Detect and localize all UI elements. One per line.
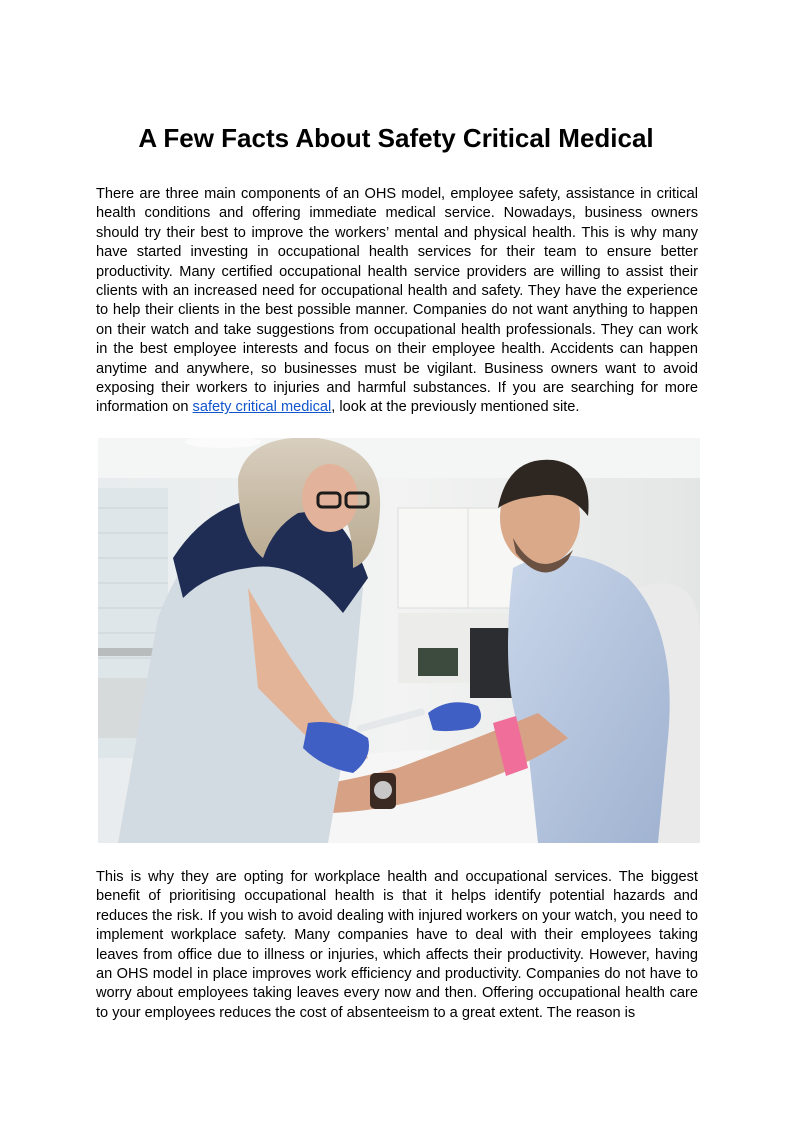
page-title: A Few Facts About Safety Critical Medical	[138, 123, 654, 153]
medical-photo	[98, 438, 700, 843]
paragraph-intro-text: There are three main components of an OHS model, employee safety, assistance in critical health conditions and offering immediate medical service. Nowadays, business owners should try their best to improve the workers’ mental and physical health. This is why many have started investing in occupational health services for their team to ensure better productivity. Many certified occupational health service providers are willing to assist their clients with an increased need for occupational health and safety. They have the experience to help their clients in the best possible manner. Companies do not want anything to happen on their watch and take suggestions from occupational health professionals. They can work in the best employee interests and focus on their employee health. Accidents can happen anytime and anywhere, so businesses must be vigilant. Business owners want to avoid exposing their workers to injuries and harmful substances. If you are searching for more information on	[96, 186, 698, 416]
paragraph-intro-tail: , look at the previously mentioned site.	[331, 399, 580, 416]
safety-critical-medical-link[interactable]: safety critical medical	[192, 399, 332, 416]
paragraph-intro	[96, 185, 698, 418]
paragraph-benefits: This is why they are opting for workplace health and occupational services. The biggest benefit of prioritising occupational health is that it helps identify potential hazards and reduces the risk. If you wish to avoid dealing with injured workers on your watch, you need to implement workplace safety. Many companies have to deal with their employees taking leaves from office due to illness or injuries, which affects their productivity. However, having an OHS model in place improves work efficiency and productivity. Companies do not have to worry about employees taking leaves every now and then. Offering occupational health care to your employees reduces the cost of absenteeism to a great extent. The reason is	[96, 869, 698, 1021]
